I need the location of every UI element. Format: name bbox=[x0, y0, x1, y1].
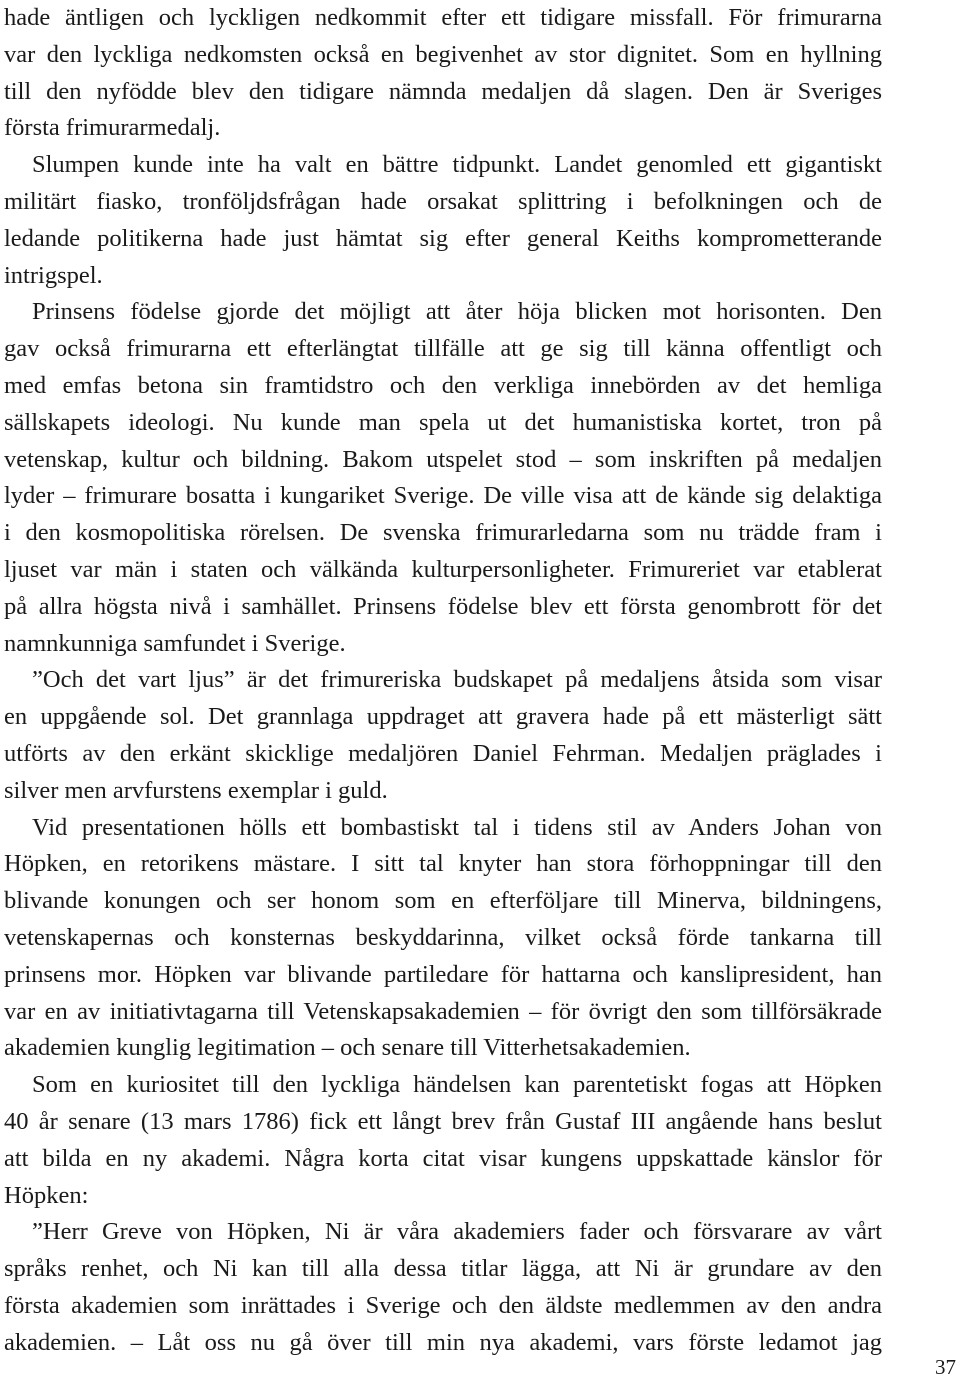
text-line: på allra högsta nivå i samhället. Prinsens födelse blev ett första genombrott för det bbox=[4, 592, 882, 620]
text-line: ”Herr Greve von Höpken, Ni är våra akademiers fader och försvarare av vårt bbox=[32, 1218, 882, 1246]
text-line: Prinsens födelse gjorde det möjligt att åter höja blicken mot horisonten. Den bbox=[32, 298, 882, 326]
text-line: språks renhet, och Ni kan till alla dessa titlar lägga, att Ni är grundare av den bbox=[4, 1255, 882, 1283]
text-line: att bilda en ny akademi. Några korta citat visar kungens uppskattade känslor för bbox=[4, 1144, 882, 1172]
text-line: intrigspel. bbox=[4, 261, 103, 289]
body-text bbox=[4, 0, 882, 1361]
text-line: första frimurarmedalj. bbox=[4, 114, 221, 142]
text-line: var den lyckliga nedkomsten också en begivenhet av stor dignitet. Som en hyllning bbox=[4, 40, 882, 68]
text-line: Vid presentationen hölls ett bombastiskt tal i tidens stil av Anders Johan von bbox=[32, 813, 882, 841]
text-line: akademien kunglig legitimation – och senare till Vitterhetsakademien. bbox=[4, 1034, 691, 1062]
text-line: silver men arvfurstens exemplar i guld. bbox=[4, 776, 388, 804]
text-line: ljuset var män i staten och välkända kulturpersonligheter. Frimureriet var etablerat bbox=[4, 555, 882, 583]
text-line: Höpken: bbox=[4, 1181, 89, 1209]
text-line: namnkunniga samfundet i Sverige. bbox=[4, 629, 346, 657]
text-line: första akademien som inrättades i Sverige och den äldste medlemmen av den andra bbox=[4, 1291, 882, 1319]
text-line: Höpken, en retorikens mästare. I sitt tal knyter han stora förhoppningar till den bbox=[4, 850, 882, 878]
text-line: blivande konungen och ser honom som en efterföljare till Minerva, bildningens, bbox=[4, 887, 882, 915]
text-line: militärt fiasko, tronföljdsfrågan hade orsakat splittring i befolkningen och de bbox=[4, 187, 882, 215]
text-line: gav också frimurarna ett efterlängtat tillfälle att ge sig till känna offentligt och bbox=[4, 335, 882, 363]
text-line: hade äntligen och lyckligen nedkommit efter ett tidigare missfall. För frimurarna bbox=[4, 4, 882, 31]
text-line: utförts av den erkänt skicklige medaljören Daniel Fehrman. Medaljen präglades i bbox=[4, 739, 882, 767]
text-line: 40 år senare (13 mars 1786) fick ett långt brev från Gustaf III angående hans beslut bbox=[4, 1107, 882, 1135]
text-line: lyder – frimurare bosatta i kungariket Sverige. De ville visa att de kände sig delaktiga bbox=[4, 482, 882, 510]
text-line: med emfas betona sin framtidstro och den verkliga innebörden av det hemliga bbox=[4, 371, 882, 399]
text-line: vetenskap, kultur och bildning. Bakom utspelet stod – som inskriften på medaljen bbox=[4, 445, 882, 473]
text-line: ledande politikerna hade just hämtat sig efter general Keiths komprometterande bbox=[4, 224, 882, 252]
text-line: vetenskapernas och konsternas beskyddarinna, vilket också förde tankarna till bbox=[4, 923, 882, 951]
text-line: i den kosmopolitiska rörelsen. De svenska frimurarledarna som nu trädde fram i bbox=[4, 519, 882, 547]
text-line: till den nyfödde blev den tidigare nämnda medaljen då slagen. Den är Sveriges bbox=[4, 77, 882, 105]
text-line: sällskapets ideologi. Nu kunde man spela ut det humanistiska kortet, tron på bbox=[4, 408, 882, 436]
text-line: Som en kuriositet till den lyckliga händelsen kan parentetiskt fogas att Höpken bbox=[32, 1071, 882, 1099]
text-line: var en av initiativtagarna till Vetenskapsakademien – för övrigt den som tillförsäkrade bbox=[4, 997, 882, 1025]
text-line: en uppgående sol. Det grannlaga uppdraget att gravera hade på ett mästerligt sätt bbox=[4, 703, 882, 731]
text-line: Slumpen kunde inte ha valt en bättre tidpunkt. Landet genomled ett gigantiskt bbox=[32, 151, 882, 179]
text-line: prinsens mor. Höpken var blivande partiledare för hattarna och kanslipresident, han bbox=[4, 960, 882, 988]
text-line: ”Och det vart ljus” är det frimureriska budskapet på medaljens åtsida som visar bbox=[32, 666, 882, 694]
page-number: 37 bbox=[935, 1355, 956, 1379]
text-line: akademien. – Låt oss nu gå över till min nya akademi, vars förste ledamot jag bbox=[4, 1328, 882, 1356]
